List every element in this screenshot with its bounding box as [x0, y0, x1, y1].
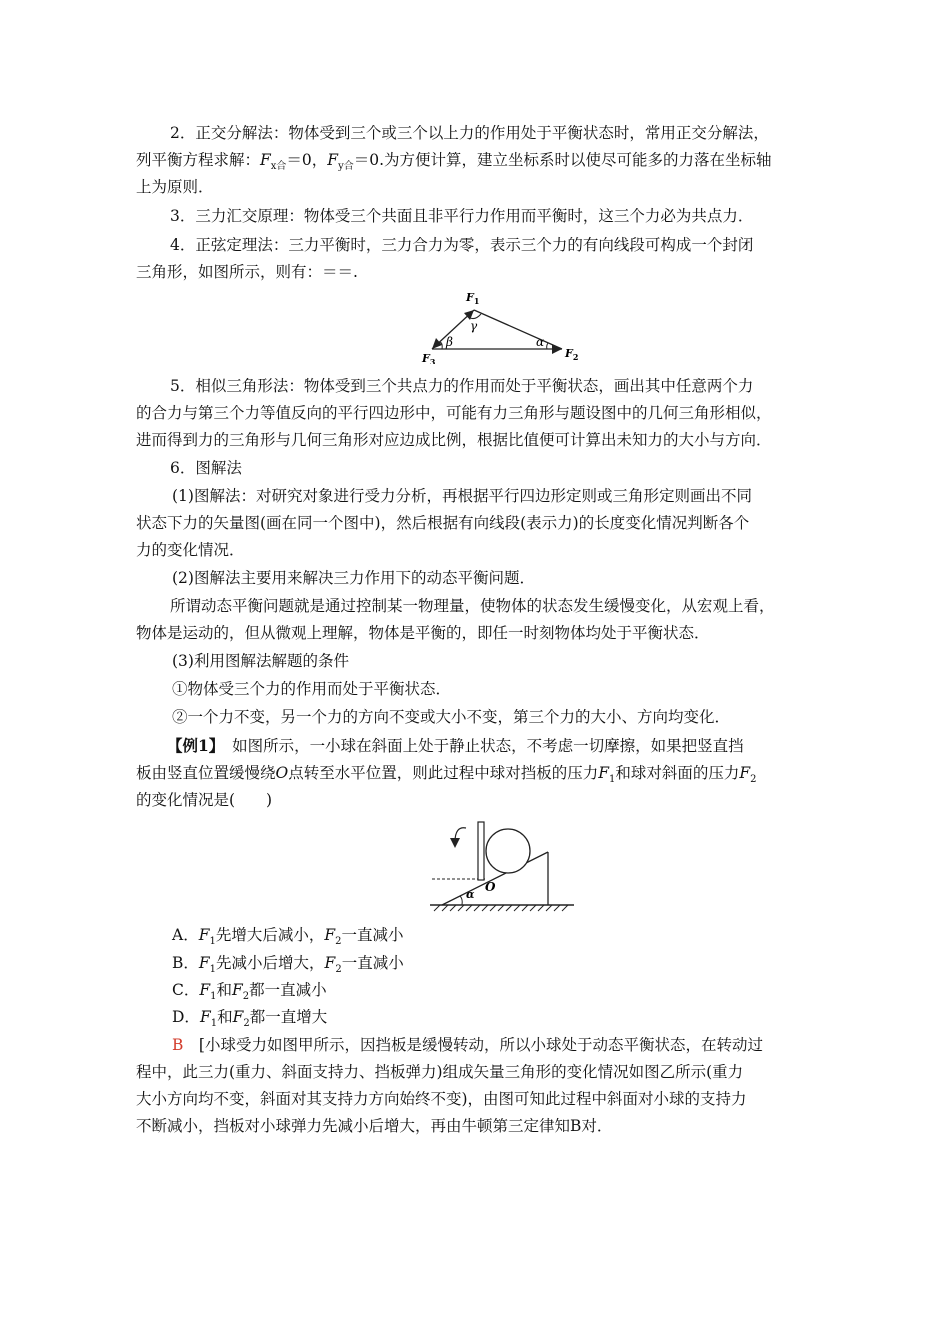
- option-c-f2: F: [232, 981, 243, 999]
- example-point-o: O: [275, 764, 289, 782]
- p2-line2: [136, 147, 772, 180]
- option-a-text2: 一直减小: [341, 926, 404, 944]
- example-f2-sub: 2: [750, 774, 757, 786]
- option-b-text2: 一直减小: [341, 954, 404, 972]
- option-b-f1: F: [198, 954, 210, 972]
- label-f2: $F_2$: [565, 347, 579, 362]
- option-b-f2: F: [324, 954, 336, 972]
- p6-s1-line1: (1)图解法：对研究对象进行受力分析，再根据平行四边形定则或三角形定则画出不同: [172, 487, 752, 505]
- example-line2-a: 板由竖直位置缓慢绕: [136, 764, 276, 782]
- incline-figure: [428, 816, 578, 916]
- option-b-f1-sub: 1: [209, 964, 217, 976]
- answer-line4: 不断减小，挡板对小球弹力先减小后增大，再由牛顿第三定律知B对．: [136, 1117, 613, 1135]
- baffle-board: [478, 822, 484, 880]
- p6-c2: ②一个力不变，另一个力的方向不变或大小不变，第三个力的大小、方向均变化．: [172, 708, 731, 726]
- example-line1-text: 如图所示，一小球在斜面上处于静止状态，不考虑一切摩擦，如果把竖直挡: [232, 737, 744, 755]
- p5-line2: 的合力与第三个力等值反向的平行四边形中，可能有力三角形与题设图中的几何三角形相似，: [136, 404, 772, 422]
- fx-symbol: F: [260, 151, 271, 169]
- option-c-letter: C．: [172, 981, 200, 999]
- p2-line2-text: 列平衡方程求解：: [136, 151, 261, 169]
- option-a-f2: F: [324, 926, 336, 944]
- triangle-side-f1-f2: [474, 310, 562, 349]
- example-f2: F: [739, 764, 751, 782]
- example-f1-sub: 1: [609, 774, 616, 786]
- option-d-f2-sub: 2: [243, 1018, 250, 1030]
- alpha-arc-2: [460, 896, 462, 905]
- option-d-f1: F: [199, 1008, 211, 1026]
- option-a-f1: F: [198, 926, 210, 944]
- option-c-f1-sub: 1: [210, 991, 217, 1003]
- label-alpha: α: [536, 335, 545, 349]
- example-line3: 的变化情况是( ): [136, 791, 273, 809]
- fy-subscript: y合: [338, 161, 354, 173]
- option-d-f1-sub: 1: [210, 1018, 218, 1030]
- example-line1: [167, 732, 744, 760]
- label-f3: $F_3$: [422, 352, 436, 364]
- option-d-f2: F: [232, 1008, 244, 1026]
- option-c-f2-sub: 2: [242, 991, 250, 1003]
- option-a-f1-sub: 1: [209, 936, 216, 948]
- p4-line2: 三角形，如图所示，则有：＝＝.: [136, 263, 358, 281]
- p6-s1-line3: 力的变化情况．: [136, 541, 245, 559]
- p5-line1: 5．相似三角形法：物体受到三个共点力的作用而处于平衡状态，画出其中任意两个力: [170, 377, 754, 395]
- option-b-f2-sub: 2: [335, 964, 342, 976]
- answer-letter: B: [172, 1036, 184, 1054]
- p4-line1: 4．正弦定理法：三力平衡时，三力合力为零，表示三个力的有向线段可构成一个封闭: [170, 236, 754, 254]
- label-alpha-2: α: [466, 888, 475, 901]
- label-o: O: [485, 880, 496, 894]
- answer-line2: 程中，此三力(重力、斜面支持力、挡板弹力)组成矢量三角形的变化情况如图乙所示(重力: [136, 1063, 744, 1081]
- rotation-arrowhead: [450, 838, 460, 848]
- option-a-text1: 先增大后减小，: [215, 926, 325, 944]
- ground-hatch: [434, 905, 568, 911]
- option-c-text2: 都一直减小: [249, 981, 327, 999]
- alpha-arc: [547, 343, 548, 349]
- example-line2-c: 和球对斜面的压力: [615, 764, 740, 782]
- option-c-text1: 和: [216, 981, 233, 999]
- p6-s2: (2)图解法主要用来解决三力作用下的动态平衡问题．: [172, 569, 535, 587]
- p6-s3: (3)利用图解法解题的条件: [172, 652, 349, 670]
- example-line2-b: 点转至水平位置，则此过程中球对挡板的压力: [288, 764, 599, 782]
- p2-line1: 2．正交分解法：物体受到三个或三个以上力的作用处于平衡状态时，常用正交分解法，: [170, 124, 769, 142]
- option-a-letter: A．: [172, 926, 199, 944]
- example-label: 【例1】: [167, 736, 217, 755]
- force-triangle-figure: [420, 286, 580, 364]
- option-a-f2-sub: 2: [335, 936, 342, 948]
- p6-title: 6．图解法: [170, 459, 242, 477]
- p5-line3: 进而得到力的三角形与几何三角形对应边成比例，根据比值便可计算出未知力的大小与方向．: [136, 431, 772, 449]
- label-gamma: γ: [470, 319, 478, 333]
- fx-subscript: x合: [270, 161, 287, 173]
- answer-line1: [172, 1032, 763, 1059]
- p2-line3: 上为原则．: [136, 178, 214, 196]
- option-d-text2: 都一直增大: [249, 1008, 328, 1026]
- option-b-letter: B．: [172, 954, 199, 972]
- option-d-letter: D．: [172, 1008, 200, 1026]
- label-beta: β: [446, 335, 453, 349]
- ball: [486, 829, 530, 873]
- option-d-text1: 和: [217, 1008, 233, 1026]
- option-b-text1: 先减小后增大，: [216, 954, 325, 972]
- p6-s2b-line2: 物体是运动的，但从微观上理解，物体是平衡的，即任一时刻物体均处于平衡状态．: [136, 624, 710, 642]
- option-c-f1: F: [199, 981, 211, 999]
- p6-s1-line2: 状态下力的矢量图(画在同一个图中)，然后根据有向线段(表示力)的长度变化情况判断各个: [136, 514, 750, 532]
- arrowhead-f2: [552, 344, 562, 354]
- p3-line: 3．三力汇交原理：物体受三个共面且非平行力作用而平衡时，这三个力必为共点力．: [170, 207, 754, 225]
- answer-line1-text: [小球受力如图甲所示，因挡板是缓慢转动，所以小球处于动态平衡状态，在转动过: [198, 1036, 763, 1054]
- fy-eq: ＝0.为方便计算，建立坐标系时以使尽可能多的力落在坐标轴: [353, 151, 772, 169]
- fy-symbol: F: [327, 151, 339, 169]
- p6-s2b-line1: 所谓动态平衡问题就是通过控制某一物理量，使物体的状态发生缓慢变化，从宏观上看，: [170, 597, 775, 615]
- p6-c1: ①物体受三个力的作用而处于平衡状态．: [172, 680, 452, 698]
- fx-eq: ＝0，: [286, 151, 328, 169]
- arrowhead-f3: [432, 338, 442, 349]
- example-f1: F: [598, 764, 610, 782]
- answer-line3: 大小方向均不变，斜面对其支持力方向始终不变)，由图可知此过程中斜面对小球的支持力: [136, 1090, 747, 1108]
- label-f1: $F_1$: [466, 291, 480, 306]
